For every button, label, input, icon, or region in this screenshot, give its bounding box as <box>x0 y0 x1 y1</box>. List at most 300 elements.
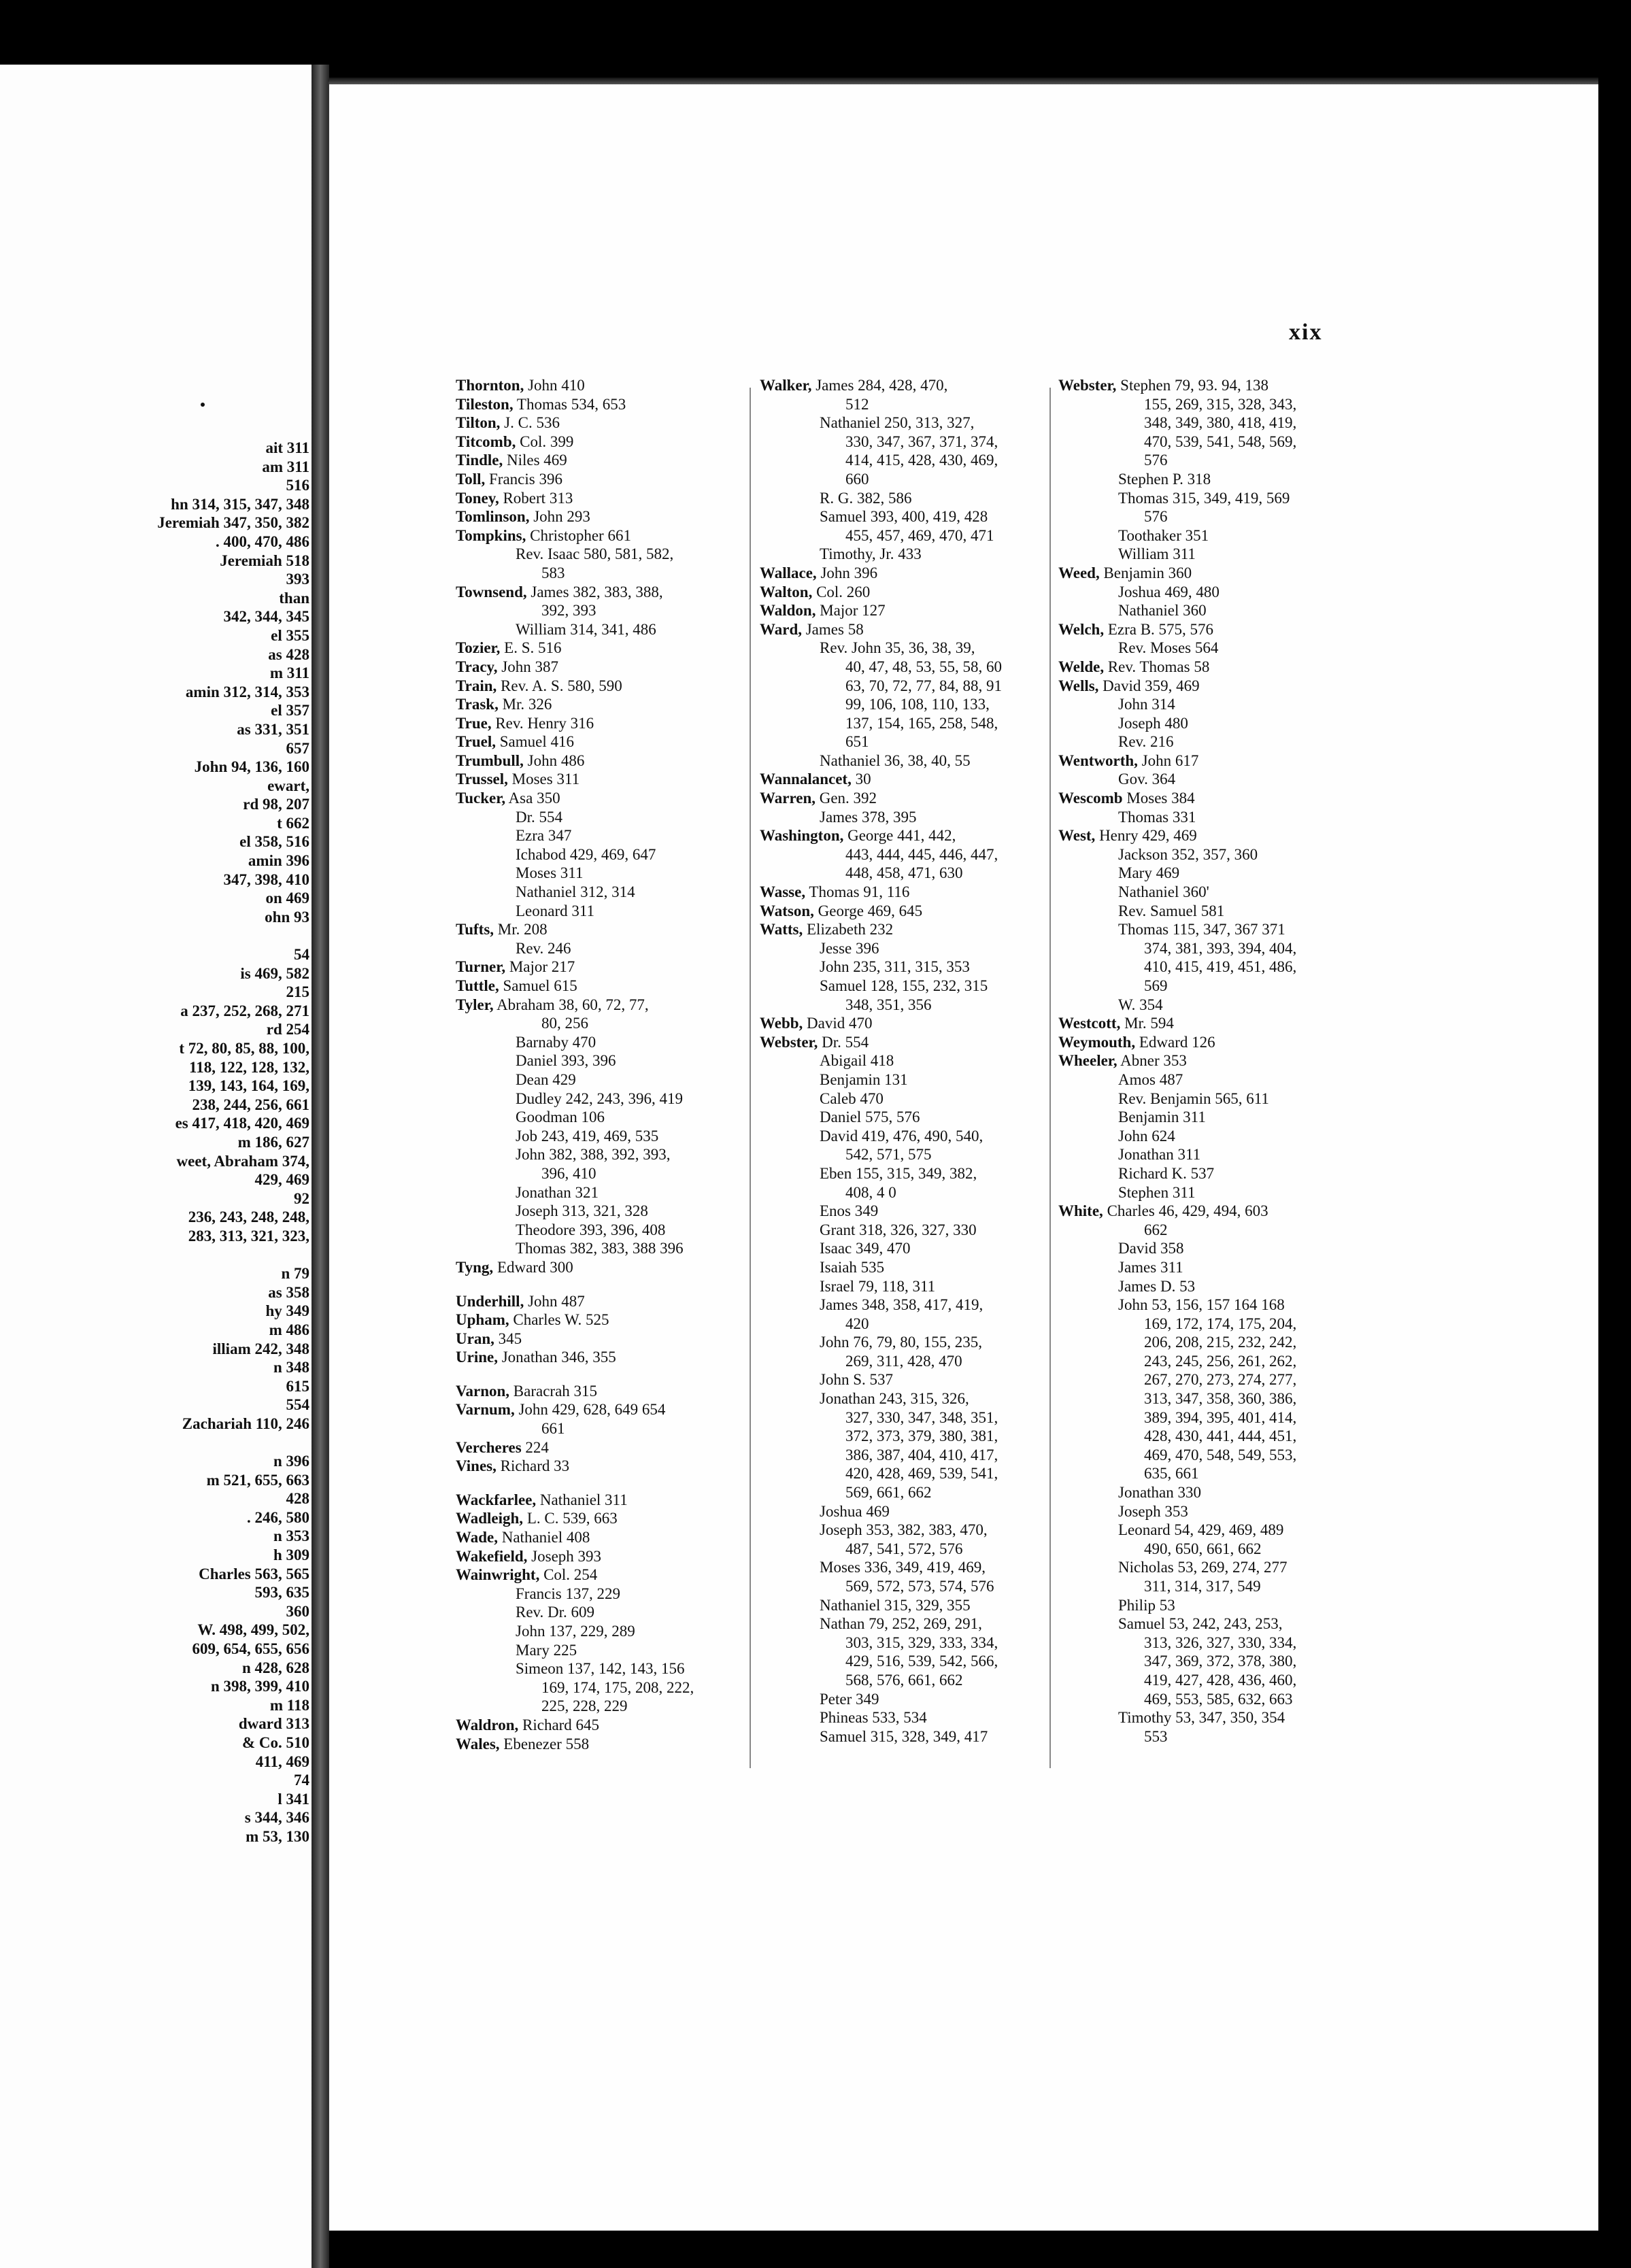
left-page-fragment: 609, 654, 655, 656 <box>192 1640 309 1657</box>
index-subentry: John 76, 79, 80, 155, 235, <box>820 1334 982 1351</box>
entry-surname: Waldon, <box>760 602 816 620</box>
index-subentry: Nathaniel 360' <box>1118 883 1209 901</box>
index-subentry: Timothy 53, 347, 350, 354 <box>1118 1709 1285 1727</box>
entry-surname: Turner, <box>456 958 506 976</box>
index-subentry: David 358 <box>1118 1240 1184 1257</box>
entry-given-and-pages: Abner 353 <box>1117 1052 1187 1070</box>
index-subentry: Dudley 242, 243, 396, 419 <box>516 1089 683 1107</box>
left-page-fragment: Charles 563, 565 <box>199 1565 309 1582</box>
entry-surname: Wasse, <box>760 883 806 901</box>
index-subentry: Samuel 315, 328, 349, 417 <box>820 1727 988 1745</box>
entry-given-and-pages: James 382, 383, 388, <box>526 583 663 600</box>
index-subentry: Mary 225 <box>516 1641 577 1659</box>
entry-surname: Upham, <box>456 1311 509 1329</box>
index-subentry: John 53, 156, 157 164 168 <box>1118 1296 1285 1314</box>
index-continuation: 327, 330, 347, 348, 351, <box>845 1408 998 1426</box>
entry-given-and-pages: Jonathan 346, 355 <box>497 1349 616 1366</box>
entry-given-and-pages: Col. 260 <box>812 583 871 600</box>
entry-given-and-pages: Stephen 79, 93. 94, 138 <box>1116 377 1269 394</box>
entry-given-and-pages: Ebenezer 558 <box>499 1735 590 1753</box>
entry-surname: True, <box>456 714 492 732</box>
entry-surname: Tyler, <box>456 996 494 1013</box>
left-page-fragment: 593, 635 <box>254 1584 309 1602</box>
index-column-3 <box>1058 376 1296 1746</box>
index-subentry: Samuel 393, 400, 419, 428 <box>820 508 988 526</box>
index-subentry: Timothy, Jr. 433 <box>820 545 922 563</box>
left-page-fragment: am 311 <box>262 458 309 475</box>
left-page-fragment: 429, 469 <box>254 1171 309 1189</box>
index-subentry: William 311 <box>1118 545 1196 563</box>
index-entry <box>456 413 694 433</box>
index-subentry: Theodore 393, 396, 408 <box>516 1221 666 1238</box>
index-entry <box>760 601 1002 620</box>
left-page-fragment: m 521, 655, 663 <box>206 1471 309 1489</box>
index-subentry: Jackson 352, 357, 360 <box>1118 845 1258 863</box>
entry-given-and-pages: James 284, 428, 470, <box>811 377 948 394</box>
left-page-fragment: 342, 344, 345 <box>223 608 309 626</box>
entry-surname: Toll, <box>456 470 486 488</box>
index-subentry: Barnaby 470 <box>516 1033 596 1051</box>
left-page <box>0 65 316 2268</box>
index-continuation: 169, 172, 174, 175, 204, <box>1144 1315 1297 1332</box>
left-page-fragment: 554 <box>286 1396 309 1414</box>
index-entry <box>760 1014 1002 1033</box>
entry-surname: Wackfarlee, <box>456 1491 537 1508</box>
index-entry <box>760 620 1002 639</box>
left-page-fragment: is 469, 582 <box>240 964 309 982</box>
index-subentry: Toothaker 351 <box>1118 526 1209 544</box>
entry-surname: Tozier, <box>456 639 501 657</box>
entry-given-and-pages: Christopher 661 <box>526 526 631 544</box>
left-page-fragment-column <box>0 439 309 1846</box>
index-subentry: Daniel 575, 576 <box>820 1108 920 1126</box>
entry-given-and-pages: Henry 429, 469 <box>1095 827 1197 845</box>
entry-given-and-pages: Charles W. 525 <box>509 1311 609 1329</box>
entry-surname: Webster, <box>1058 377 1117 394</box>
index-entry <box>456 695 694 714</box>
entry-surname: Tucker, <box>456 790 506 807</box>
ink-dot <box>201 403 205 407</box>
index-continuation: 374, 381, 393, 394, 404, <box>1144 939 1297 957</box>
index-continuation: 428, 430, 441, 444, 451, <box>1144 1427 1297 1445</box>
entry-given-and-pages: Mr. 208 <box>494 921 548 938</box>
index-subentry: Moses 336, 349, 419, 469, <box>820 1559 986 1576</box>
entry-surname: Westcott, <box>1058 1015 1121 1032</box>
index-entry <box>1058 1014 1296 1033</box>
index-continuation: 569, 572, 573, 574, 576 <box>845 1578 994 1595</box>
index-entry <box>456 526 694 545</box>
entry-given-and-pages: John 293 <box>529 508 590 526</box>
entry-given-and-pages: John 429, 628, 649 654 <box>514 1401 666 1419</box>
index-entry <box>456 1382 694 1401</box>
left-page-fragment: 657 <box>286 739 309 757</box>
index-continuation: 576 <box>1144 452 1168 469</box>
entry-given-and-pages: Samuel 615 <box>499 977 577 994</box>
index-continuation: 662 <box>1144 1221 1168 1238</box>
index-subentry: Israel 79, 118, 311 <box>820 1277 936 1295</box>
left-page-fragment: ait 311 <box>265 439 309 456</box>
index-continuation: 651 <box>845 733 869 751</box>
left-page-fragment: 615 <box>286 1377 309 1395</box>
index-subentry: John 137, 229, 289 <box>516 1623 635 1640</box>
left-page-fragment: John 94, 136, 160 <box>194 758 309 776</box>
index-continuation: 583 <box>541 564 565 581</box>
left-page-fragment: s 344, 346 <box>244 1809 309 1827</box>
index-subentry: Rev. Isaac 580, 581, 582, <box>516 545 674 563</box>
left-page-fragment: than <box>279 589 309 607</box>
index-subentry: R. G. 382, 586 <box>820 489 912 507</box>
entry-given-and-pages: John 410 <box>524 377 585 394</box>
index-continuation: 80, 256 <box>541 1015 588 1032</box>
index-subentry: Thomas 315, 349, 419, 569 <box>1118 489 1290 507</box>
index-subentry: Nathan 79, 252, 269, 291, <box>820 1615 982 1633</box>
index-subentry: Peter 349 <box>820 1690 879 1708</box>
left-page-fragment: ewart, <box>267 777 309 794</box>
entry-surname: Varnon, <box>456 1382 510 1400</box>
index-entry <box>456 732 694 751</box>
index-continuation: 576 <box>1144 508 1168 526</box>
left-page-fragment: as 331, 351 <box>237 720 309 738</box>
index-entry <box>456 1438 694 1457</box>
index-continuation: 206, 208, 215, 232, 242, <box>1144 1334 1297 1351</box>
index-entry <box>1058 1202 1296 1221</box>
left-page-fragment: 236, 243, 248, 248, <box>188 1208 309 1226</box>
index-continuation: 661 <box>541 1420 565 1438</box>
index-continuation: 490, 650, 661, 662 <box>1144 1540 1262 1557</box>
index-subentry: Thomas 331 <box>1118 808 1196 826</box>
index-subentry: John 624 <box>1118 1127 1175 1145</box>
index-subentry: James 378, 395 <box>820 808 917 826</box>
entry-given-and-pages: John 486 <box>523 751 585 769</box>
index-subentry: Nathaniel 315, 329, 355 <box>820 1596 971 1614</box>
index-entry <box>456 977 694 996</box>
index-entry <box>456 470 694 489</box>
index-continuation: 155, 269, 315, 328, 343, <box>1144 395 1297 413</box>
left-page-fragment: t 72, 80, 85, 88, 100, <box>179 1040 309 1057</box>
left-page-fragment: 74 <box>294 1772 309 1789</box>
index-subentry: Rev. Moses 564 <box>1118 639 1219 657</box>
index-entry <box>456 1258 694 1277</box>
index-subentry: Ezra 347 <box>516 827 572 845</box>
entry-given-and-pages: Francis 396 <box>485 470 562 488</box>
entry-surname: Trask, <box>456 696 499 713</box>
index-subentry: Francis 137, 229 <box>516 1585 620 1602</box>
left-page-fragment: hn 314, 315, 347, 348 <box>171 495 309 513</box>
index-continuation: 396, 410 <box>541 1164 596 1182</box>
left-page-fragment: 283, 313, 321, 323, <box>188 1227 309 1245</box>
index-continuation: 443, 444, 445, 446, 447, <box>845 845 998 863</box>
index-entry <box>1058 658 1296 677</box>
index-continuation: 569, 661, 662 <box>845 1484 932 1502</box>
index-continuation: 469, 553, 585, 632, 663 <box>1144 1690 1293 1708</box>
index-subentry: Gov. 364 <box>1118 771 1176 788</box>
index-entry <box>456 920 694 939</box>
entry-given-and-pages: Moses 384 <box>1122 790 1195 807</box>
left-page-fragment: n 348 <box>273 1359 309 1376</box>
index-subentry: Jonathan 321 <box>516 1183 599 1201</box>
left-page-fragment: el 355 <box>271 626 309 644</box>
left-page-fragment: illiam 242, 348 <box>212 1340 309 1357</box>
index-subentry: Philip 53 <box>1118 1596 1175 1614</box>
index-entry <box>456 376 694 395</box>
index-subentry: Joseph 480 <box>1118 714 1188 732</box>
left-page-fragment: dward 313 <box>238 1715 309 1733</box>
index-continuation: 392, 393 <box>541 602 596 620</box>
entry-given-and-pages: Gen. 392 <box>815 790 877 807</box>
index-subentry: Richard K. 537 <box>1118 1164 1215 1182</box>
entry-given-and-pages: 224 <box>521 1438 549 1456</box>
entry-surname: Thornton, <box>456 377 524 394</box>
left-page-fragment: t 662 <box>277 814 309 832</box>
entry-given-and-pages: Rev. A. S. 580, 590 <box>497 677 622 694</box>
index-continuation: 420, 428, 469, 539, 541, <box>845 1465 998 1483</box>
entry-given-and-pages: Richard 33 <box>496 1457 570 1475</box>
entry-surname: Tindle, <box>456 452 503 469</box>
index-subentry: Simeon 137, 142, 143, 156 <box>516 1660 685 1678</box>
index-entry <box>456 1292 694 1311</box>
index-continuation: 569 <box>1144 977 1168 994</box>
entry-given-and-pages: J. C. 536 <box>500 414 560 432</box>
entry-surname: Welde, <box>1058 658 1105 675</box>
index-entry <box>1058 677 1296 696</box>
index-entry <box>760 583 1002 602</box>
index-entry <box>1058 1051 1296 1070</box>
entry-surname: Trussel, <box>456 771 508 788</box>
index-continuation: 470, 539, 541, 548, 569, <box>1144 433 1297 450</box>
index-subentry: John S. 537 <box>820 1371 893 1389</box>
entry-given-and-pages: Nathaniel 311 <box>536 1491 628 1508</box>
entry-surname: Weymouth, <box>1058 1033 1136 1051</box>
index-entry <box>456 1348 694 1367</box>
left-page-fragment: 139, 143, 164, 169, <box>188 1077 309 1095</box>
left-page-fragment: 516 <box>286 477 309 494</box>
left-page-fragment: el 358, 516 <box>239 833 309 851</box>
index-subentry: Rev. 216 <box>1118 733 1174 751</box>
entry-given-and-pages: James 58 <box>801 620 864 638</box>
index-subentry: Rev. Samuel 581 <box>1118 902 1225 919</box>
index-continuation: 137, 154, 165, 258, 548, <box>845 714 998 732</box>
entry-surname: Uran, <box>456 1330 494 1347</box>
left-page-fragment: n 79 <box>281 1265 309 1283</box>
index-subentry: Nathaniel 360 <box>1118 602 1207 620</box>
index-entry <box>456 770 694 789</box>
index-subentry: Rev. 246 <box>516 939 571 957</box>
index-subentry: Joseph 353 <box>1118 1502 1188 1520</box>
entry-surname: Watts, <box>760 921 803 938</box>
index-subentry: John 235, 311, 315, 353 <box>820 958 970 976</box>
entry-surname: Wakefield, <box>456 1547 528 1565</box>
index-subentry: Benjamin 311 <box>1118 1108 1206 1126</box>
left-page-fragment: 428 <box>286 1490 309 1508</box>
entry-given-and-pages: Abraham 38, 60, 72, 77, <box>493 996 649 1013</box>
left-page-fragment: amin 396 <box>248 852 309 870</box>
index-subentry: Abigail 418 <box>820 1052 894 1070</box>
index-continuation: 389, 394, 395, 401, 414, <box>1144 1408 1297 1426</box>
index-subentry: Joseph 313, 321, 328 <box>516 1202 648 1220</box>
left-page-fragment: 118, 122, 128, 132, <box>189 1058 309 1076</box>
index-subentry: Rev. John 35, 36, 38, 39, <box>820 639 975 657</box>
index-entry <box>456 996 694 1015</box>
entry-surname: Townsend, <box>456 583 527 600</box>
entry-given-and-pages: Samuel 416 <box>495 733 574 751</box>
entry-given-and-pages: Rev. Henry 316 <box>491 714 594 732</box>
index-continuation: 512 <box>845 395 869 413</box>
left-page-fragment: 92 <box>294 1189 309 1207</box>
entry-surname: West, <box>1058 827 1096 845</box>
left-page-fragment: es 417, 418, 420, 469 <box>175 1115 309 1132</box>
index-entry <box>1058 376 1296 395</box>
entry-given-and-pages: Asa 350 <box>505 790 560 807</box>
left-page-fragment <box>0 1433 309 1452</box>
entry-given-and-pages: Nathaniel 408 <box>497 1529 590 1546</box>
left-page-fragment: 393 <box>286 571 309 588</box>
index-subentry: Jonathan 243, 315, 326, <box>820 1390 969 1408</box>
left-page-fragment: l 341 <box>278 1790 309 1808</box>
index-entry <box>456 489 694 508</box>
page-number: xix <box>1289 320 1323 345</box>
letter-group-gap <box>456 1476 694 1491</box>
entry-given-and-pages: Elizabeth 232 <box>803 921 894 938</box>
index-entry <box>760 789 1002 808</box>
index-subentry: Samuel 128, 155, 232, 315 <box>820 977 988 994</box>
entry-surname: Tracy, <box>456 658 498 675</box>
index-subentry: Nathaniel 36, 38, 40, 55 <box>820 751 971 769</box>
index-entry <box>456 958 694 977</box>
index-entry <box>456 451 694 470</box>
left-page-fragment: & Co. 510 <box>241 1733 309 1751</box>
column-rule-2 <box>1049 388 1051 1768</box>
index-subentry: Daniel 393, 396 <box>516 1052 616 1070</box>
entry-given-and-pages: E. S. 516 <box>500 639 562 657</box>
left-page-fragment: n 428, 628 <box>241 1659 309 1676</box>
entry-surname: Webster, <box>760 1033 818 1051</box>
index-subentry: James 311 <box>1118 1258 1183 1276</box>
left-page-fragment: m 486 <box>269 1321 309 1338</box>
entry-surname: Varnum, <box>456 1401 515 1419</box>
index-subentry: Nathaniel 250, 313, 327, <box>820 414 975 432</box>
entry-surname: Welch, <box>1058 620 1105 638</box>
left-page-fragment: m 311 <box>269 664 309 682</box>
index-continuation: 348, 349, 380, 418, 419, <box>1144 414 1297 432</box>
left-page-fragment: m 118 <box>269 1696 309 1714</box>
entry-given-and-pages: 345 <box>494 1330 522 1347</box>
index-entry <box>456 658 694 677</box>
index-subentry: Leonard 54, 429, 469, 489 <box>1118 1521 1284 1539</box>
index-entry <box>456 433 694 452</box>
entry-given-and-pages: Robert 313 <box>499 489 573 507</box>
index-entry <box>456 1528 694 1547</box>
entry-given-and-pages: Moses 311 <box>507 771 580 788</box>
entry-surname: Tompkins, <box>456 526 526 544</box>
index-continuation: 660 <box>845 470 869 488</box>
index-subentry: Job 243, 419, 469, 535 <box>516 1127 659 1145</box>
left-page-fragment: n 398, 399, 410 <box>210 1678 309 1695</box>
entry-given-and-pages: John 487 <box>524 1292 585 1310</box>
index-continuation: 386, 387, 404, 410, 417, <box>845 1446 998 1463</box>
entry-given-and-pages: John 396 <box>816 564 878 581</box>
entry-surname: Titcomb, <box>456 433 516 450</box>
index-continuation: 303, 315, 329, 333, 334, <box>845 1634 998 1651</box>
index-continuation: 420 <box>845 1315 869 1332</box>
entry-given-and-pages: David 470 <box>803 1015 873 1032</box>
entry-given-and-pages: David 359, 469 <box>1098 677 1200 694</box>
entry-given-and-pages: Dr. 554 <box>818 1033 869 1051</box>
index-entry <box>760 376 1002 395</box>
entry-surname: Toney, <box>456 489 499 507</box>
entry-given-and-pages: Major 127 <box>816 602 886 620</box>
entry-given-and-pages: Charles 46, 429, 494, 603 <box>1103 1202 1268 1220</box>
index-subentry: Joseph 353, 382, 383, 470, <box>820 1521 988 1539</box>
index-subentry: Ichabod 429, 469, 647 <box>516 845 656 863</box>
index-entry <box>1058 789 1296 808</box>
index-continuation: 63, 70, 72, 77, 84, 88, 91 <box>845 677 1002 694</box>
index-entry <box>760 920 1002 939</box>
index-column-1 <box>456 376 694 1753</box>
entry-given-and-pages: John 617 <box>1137 751 1199 769</box>
index-subentry: Eben 155, 315, 349, 382, <box>820 1164 977 1182</box>
index-subentry: Nathaniel 312, 314 <box>516 883 635 901</box>
left-page-fragment: a 237, 252, 268, 271 <box>180 1002 309 1019</box>
index-continuation: 568, 576, 661, 662 <box>845 1671 963 1689</box>
entry-surname: Watson, <box>760 902 814 919</box>
index-entry <box>456 395 694 414</box>
entry-surname: Tufts, <box>456 921 494 938</box>
entry-given-and-pages: Joseph 393 <box>527 1547 602 1565</box>
entry-given-and-pages: Baracrah 315 <box>509 1382 598 1400</box>
index-continuation: 419, 427, 428, 436, 460, <box>1144 1671 1297 1689</box>
index-subentry: Mary 469 <box>1118 864 1180 882</box>
index-entry <box>1058 620 1296 639</box>
entry-given-and-pages: John 387 <box>497 658 558 675</box>
entry-surname: Tileston, <box>456 395 514 413</box>
entry-surname: Tyng, <box>456 1258 494 1276</box>
index-continuation: 348, 351, 356 <box>845 996 932 1013</box>
left-page-fragment: m 53, 130 <box>246 1827 309 1845</box>
entry-given-and-pages: Col. 254 <box>539 1566 598 1584</box>
index-entry <box>456 1547 694 1566</box>
entry-surname: Tomlinson, <box>456 508 530 526</box>
index-entry <box>1058 826 1296 845</box>
index-continuation: 169, 174, 175, 208, 222, <box>541 1678 694 1696</box>
entry-surname: Train, <box>456 677 497 694</box>
index-continuation: 99, 106, 108, 110, 133, <box>845 696 990 713</box>
index-subentry: Goodman 106 <box>516 1108 605 1126</box>
index-subentry: Jonathan 311 <box>1118 1146 1201 1164</box>
index-continuation: 455, 457, 469, 470, 471 <box>845 526 994 544</box>
index-subentry: Benjamin 131 <box>820 1070 908 1088</box>
left-page-fragment: 238, 244, 256, 661 <box>192 1096 309 1113</box>
left-page-fragment: as 358 <box>268 1283 309 1301</box>
index-subentry: James D. 53 <box>1118 1277 1196 1295</box>
entry-given-and-pages: Mr. 326 <box>498 696 552 713</box>
index-continuation: 410, 415, 419, 451, 486, <box>1144 958 1297 976</box>
index-entry <box>456 583 694 602</box>
index-entry <box>1058 564 1296 583</box>
left-page-fragment <box>0 926 309 945</box>
index-continuation: 635, 661 <box>1144 1465 1199 1483</box>
left-page-fragment: h 309 <box>273 1546 309 1564</box>
left-page-fragment: . 400, 470, 486 <box>216 532 309 550</box>
index-subentry: Joshua 469 <box>820 1502 890 1520</box>
index-subentry: Caleb 470 <box>820 1089 884 1107</box>
index-subentry: Isaiah 535 <box>820 1258 885 1276</box>
left-page-fragment: m 186, 627 <box>237 1133 309 1151</box>
entry-given-and-pages: Richard 645 <box>518 1716 600 1733</box>
entry-surname: Wentworth, <box>1058 751 1138 769</box>
entry-surname: Vercheres <box>456 1438 522 1456</box>
index-subentry: Phineas 533, 534 <box>820 1709 927 1727</box>
entry-given-and-pages: Major 217 <box>505 958 575 976</box>
